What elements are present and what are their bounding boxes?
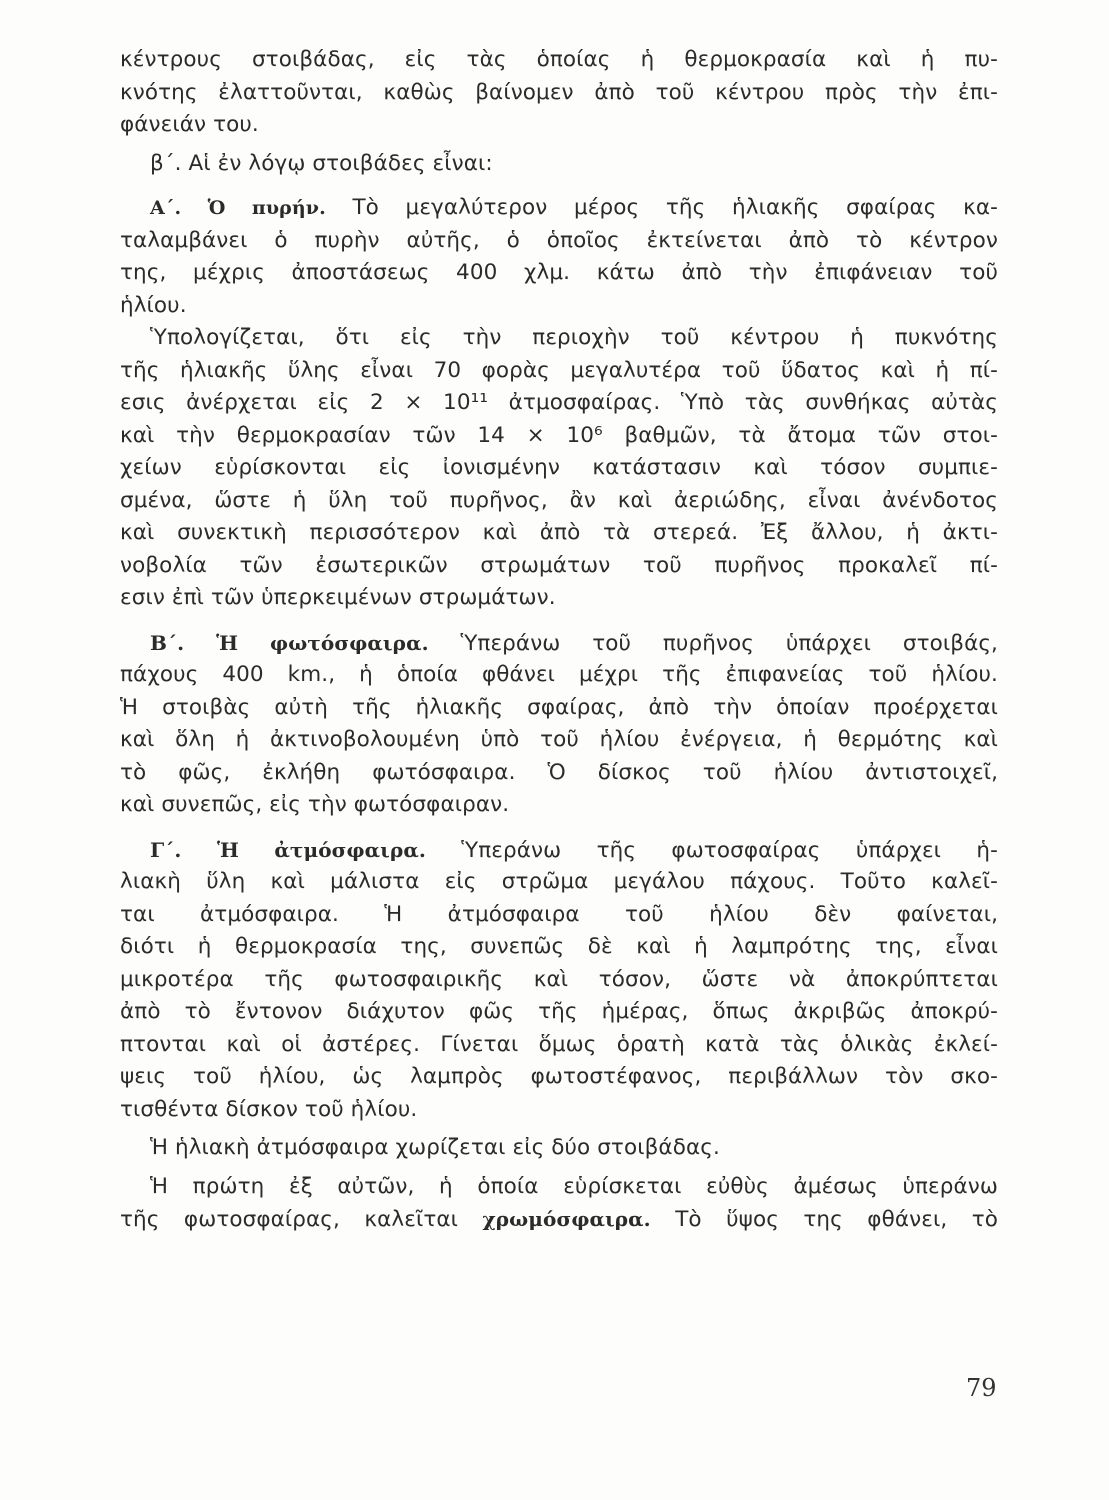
text-line: ται ἀτμόσφαιρα. Ἡ ἀτμόσφαιρα τοῦ ἡλίου δὲν φαίνεται, (120, 901, 998, 927)
text-line: νοβολία τῶν ἐσωτερικῶν στρωμάτων τοῦ πυρῆνος προκαλεῖ πί- (120, 552, 998, 578)
text-line: κνότης ἐλαττοῦνται, καθὼς βαίνομεν ἀπὸ τοῦ κέντρου πρὸς τὴν ἐπι- (120, 79, 998, 105)
text-line: σμένα, ὥστε ἡ ὕλη τοῦ πυρῆνος, ἂν καὶ ἀεριώδης, εἶναι ἀνένδοτος (120, 487, 998, 513)
page-body (120, 44, 998, 1236)
text-line: εσις ἀνέρχεται εἰς 2 × 10¹¹ ἀτμοσφαίρας. Ὑπὸ τὰς συνθήκας αὐτὰς (120, 390, 998, 415)
text-line: τῆς ἡλιακῆς ὕλης εἶναι 70 φορὰς μεγαλυτέρα τοῦ ὕδατος καὶ ἡ πί- (120, 357, 998, 383)
text-span: τῆς φωτοσφαίρας, καλεῖται (120, 1207, 459, 1232)
text-line: Ἡ ἡλιακὴ ἀτμόσφαιρα χωρίζεται εἰς δύο στοιβάδας. (150, 1135, 720, 1160)
text-line: λιακὴ ὕλη καὶ μάλιστα εἰς στρῶμα μεγάλου πάχους. Τοῦτο καλεῖ- (120, 869, 998, 894)
section-c-line (120, 834, 998, 867)
text-line: διότι ἡ θερμοκρασία της, συνεπῶς δὲ καὶ ἡ λαμπρότης της, εἶναι (120, 934, 998, 959)
text-line: ἡλίου. (120, 292, 187, 318)
text-line-with-term (120, 1203, 998, 1236)
text-line: καὶ ὅλη ἡ ἀκτινοβολουμένη ὑπὸ τοῦ ἡλίου ἐνέργεια, ἡ θερμότης καὶ (120, 727, 998, 752)
text-line: φάνειάν του. (120, 112, 259, 137)
text-line: της, μέχρις ἀποστάσεως 400 χλμ. κάτω ἀπὸ τὴν ἐπιφάνειαν τοῦ (120, 260, 998, 285)
section-a-heading: Α΄. Ὁ πυρήν. (150, 197, 326, 219)
section-c-heading: Γ΄. Ἡ ἀτμόσφαιρα. (150, 837, 426, 862)
text-line: τὸ φῶς, ἐκλήθη φωτόσφαιρα. Ὁ δίσκος τοῦ ἡλίου ἀντιστοιχεῖ, (120, 759, 998, 785)
text-line: πάχους 400 km., ἡ ὁποία φθάνει μέχρι τῆς ἐπιφανείας τοῦ ἡλίου. (120, 662, 998, 687)
text-span: Ὑπεράνω τῆς φωτοσφαίρας ὑπάρχει ἡ- (461, 837, 998, 863)
text-line: ψεις τοῦ ἡλίου, ὡς λαμπρὸς φωτοστέφανος, περιβάλλων τὸν σκο- (120, 1064, 998, 1089)
text-line: εσιν ἐπὶ τῶν ὑπερκειμένων στρωμάτων. (120, 585, 556, 610)
section-b-line (120, 627, 998, 660)
text-line: ἀπὸ τὸ ἔντονον διάχυτον φῶς τῆς ἡμέρας, ὅπως ἀκριβῶς ἀποκρύ- (120, 999, 998, 1024)
text-line: β΄. Αἱ ἐν λόγῳ στοιβάδες εἶναι: (150, 150, 493, 176)
text-line: χείων εὑρίσκονται εἰς ἰονισμένην κατάστασιν καὶ τόσον συμπιε- (120, 455, 998, 480)
text-line: καὶ τὴν θερμοκρασίαν τῶν 14 × 10⁶ βαθμῶν, τὰ ἄτομα τῶν στοι- (120, 422, 998, 448)
chromosphere-term: χρωμόσφαιρα. (482, 1207, 651, 1231)
text-line: μικροτέρα τῆς φωτοσφαιρικῆς καὶ τόσον, ὥστε νὰ ἀποκρύπτεται (120, 966, 998, 992)
text-line: καὶ συνεκτικὴ περισσότερον καὶ ἀπὸ τὰ στερεά. Ἐξ ἄλλου, ἡ ἀκτι- (120, 520, 998, 545)
text-span: Τὸ ὕψος της φθάνει, τὸ (675, 1207, 998, 1232)
text-line: πτονται καὶ οἱ ἀστέρες. Γίνεται ὅμως ὁρατὴ κατὰ τὰς ὁλικὰς ἐκλεί- (120, 1031, 998, 1057)
text-line: ταλαμβάνει ὁ πυρὴν αὐτῆς, ὁ ὁποῖος ἐκτείνεται ἀπὸ τὸ κέντρον (120, 227, 998, 253)
text-line: κέντρους στοιβάδας, εἰς τὰς ὁποίας ἡ θερμοκρασία καὶ ἡ πυ- (120, 47, 998, 72)
section-b-heading: Β΄. Ἡ φωτόσφαιρα. (150, 630, 429, 655)
page-number: 79 (966, 1374, 997, 1402)
text-line: Ἡ πρώτη ἐξ αὐτῶν, ἡ ὁποία εὑρίσκεται εὐθὺς ἀμέσως ὑπεράνω (150, 1173, 998, 1199)
text-line: Ὑπολογίζεται, ὅτι εἰς τὴν περιοχὴν τοῦ κέντρου ἡ πυκνότης (150, 325, 998, 350)
text-line: καὶ συνεπῶς, εἰς τὴν φωτόσφαιραν. (120, 792, 510, 817)
text-line: Ἡ στοιβὰς αὐτὴ τῆς ἡλιακῆς σφαίρας, ἀπὸ τὴν ὁποίαν προέρχεται (120, 694, 998, 720)
section-a-line (120, 192, 998, 225)
text-span: Ὑπεράνω τοῦ πυρῆνος ὑπάρχει στοιβάς, (460, 630, 998, 656)
text-line: τισθέντα δίσκον τοῦ ἡλίου. (120, 1096, 418, 1122)
text-span: Τὸ μεγαλύτερον μέρος τῆς ἡλιακῆς σφαίρας κα- (352, 195, 998, 220)
